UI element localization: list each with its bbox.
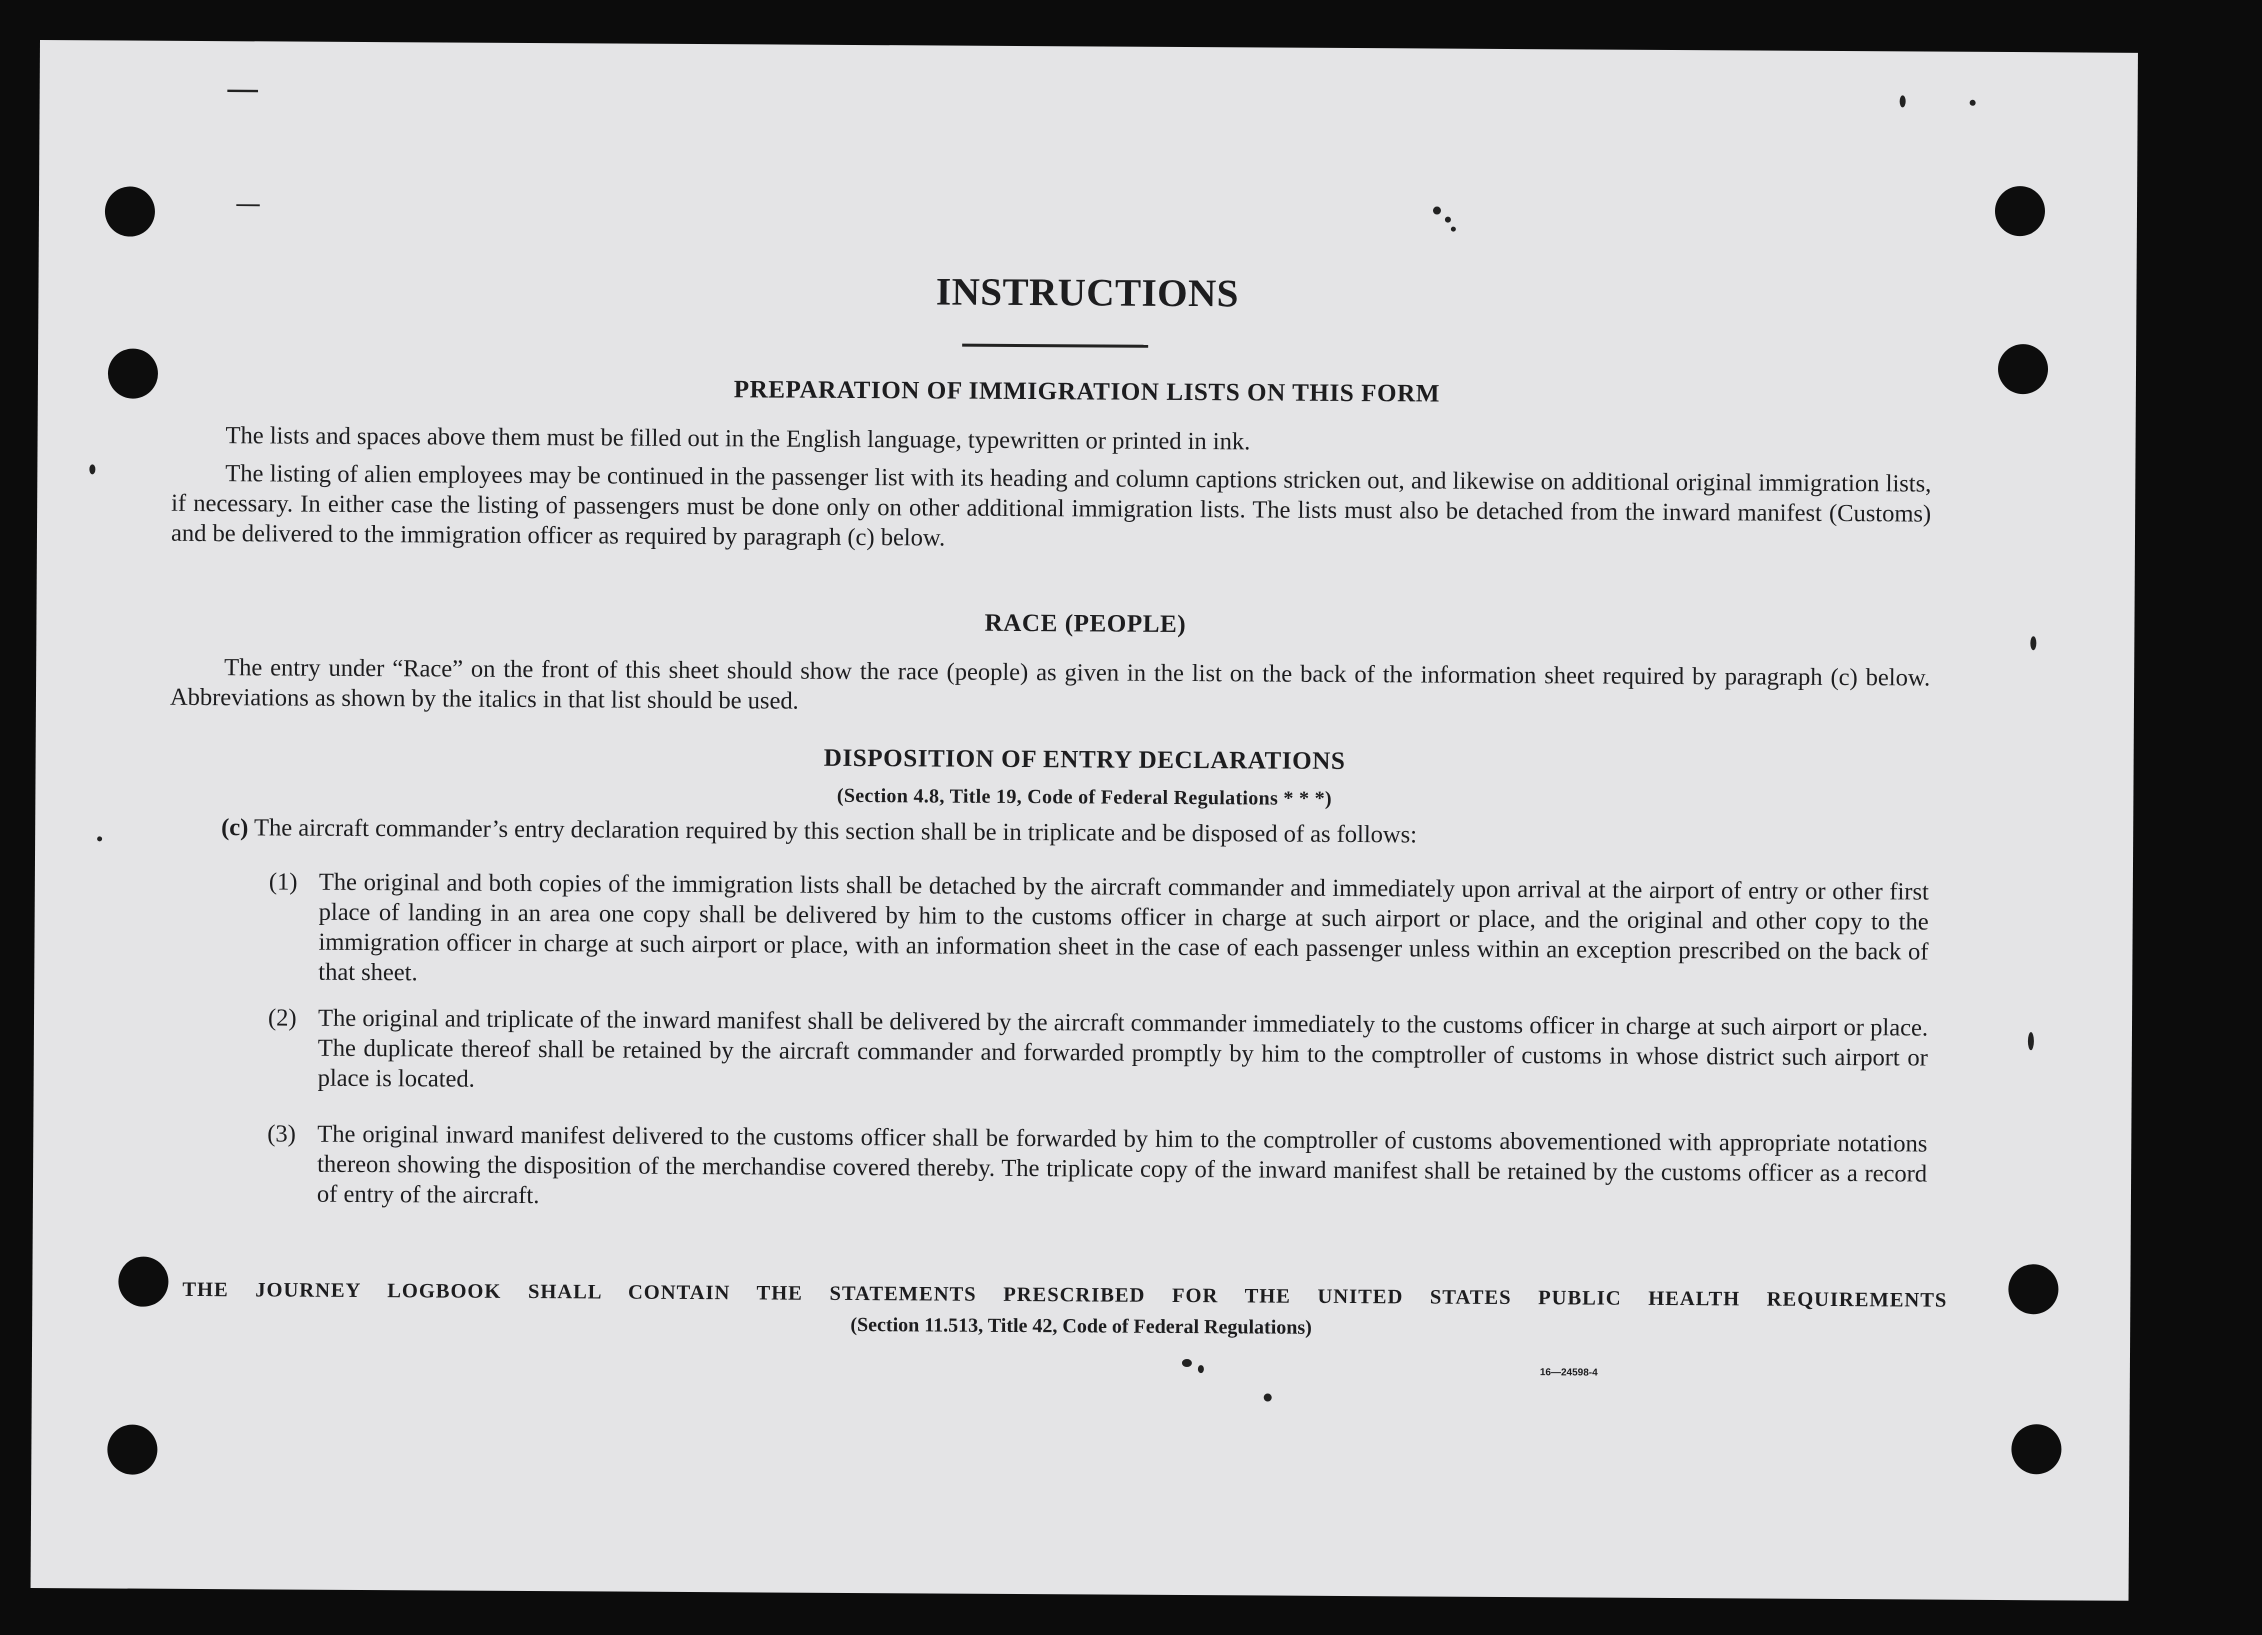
item-number: (2) — [267, 1004, 297, 1032]
disposition-item-1 — [268, 867, 1929, 997]
ink-speck — [2028, 1032, 2034, 1050]
ink-speck — [1451, 227, 1456, 232]
dash-mark: — — [234, 189, 262, 220]
race-paragraph: The entry under “Race” on the front of this sheet should show the race (people) as given in the list on the back of the information sheet required by paragraph (c) below. Abbreviations as shown by the italics in that list should be used. — [169, 654, 1931, 715]
disposition-intro — [221, 813, 1929, 853]
ink-speck — [1445, 217, 1451, 223]
item-number: (3) — [267, 1120, 296, 1148]
race-heading: RACE (PEOPLE) — [984, 609, 1187, 639]
item-text: The original inward manifest delivered to the customs officer shall be forwarded by him to the comptroller of customs abovementioned with appropriate notations thereon showing the disposition of the merchandise covered thereby. The triplicate copy of the inward manifest shall be retained by the customs officer as a record of entry of the aircraft. — [316, 1120, 1928, 1210]
disposition-item-3 — [267, 1119, 1928, 1219]
intro-text: The aircraft commander’s entry declaration required by this section shall be in triplicate and be disposed of as follows: — [253, 814, 1418, 849]
form-number: 16—24598-4 — [1539, 1367, 1598, 1379]
item-number: (1) — [268, 868, 298, 896]
title-underline — [962, 344, 1148, 348]
logbook-citation: (Section 11.513, Title 42, Code of Federal Regulations) — [850, 1313, 1312, 1339]
ink-speck — [89, 464, 95, 474]
paper-sheet — [31, 40, 2138, 1601]
punch-hole-bottom-left — [107, 1424, 157, 1474]
page-title: INSTRUCTIONS — [935, 270, 1240, 316]
ink-speck — [1182, 1359, 1192, 1367]
preparation-paragraph-2: The listing of alien employees may be continued in the passenger list with its heading and column captions stricken out, and likewise on additional original immigration lists, if necessary. In either case the listing of passengers must be done only on other additional immigration lists. The lists must also be detached from the inward manifest (Customs) and be delivered to the immigration officer as required by paragraph (c) below. — [170, 460, 1932, 552]
punch-hole-lower-right — [2008, 1264, 2058, 1314]
ink-speck — [1433, 207, 1441, 215]
preparation-heading: PREPARATION OF IMMIGRATION LISTS ON THIS FORM — [733, 376, 1441, 408]
punch-hole-top-left — [105, 186, 155, 236]
disposition-heading: DISPOSITION OF ENTRY DECLARATIONS — [823, 744, 1346, 775]
item-text: The original and both copies of the immigration lists shall be detached by the aircraft commander and immediately upon arrival at the airport of entry or other first place of landing in an area one copy shall be delivered by him to the customs officer in charge at such airport or place, and the original and other copy to the immigration officer in charge at such airport or place, with an information sheet in the case of each passenger unless within an exception prescribed on the back of that sheet. — [318, 868, 1929, 987]
intro-label: (c) — [221, 814, 249, 842]
punch-hole-top-right — [1995, 186, 2045, 236]
punch-hole-bottom-right — [2011, 1424, 2061, 1474]
punch-hole-lower-left — [118, 1257, 168, 1307]
ink-speck — [1970, 100, 1976, 106]
ink-speck — [1264, 1394, 1272, 1402]
disposition-citation: (Section 4.8, Title 19, Code of Federal Regulations * * *) — [836, 784, 1332, 810]
item-text: The original and triplicate of the inward manifest shall be delivered by the aircraft commander immediately to the customs officer in charge at such airport or place. The duplicate thereof shall be retained by the aircraft commander and forwarded promptly by him to the comptroller of customs in whose district such airport or place is located. — [317, 1004, 1929, 1093]
disposition-item-2 — [268, 1003, 1929, 1103]
ink-speck — [1900, 95, 1906, 107]
preparation-paragraph-1: The lists and spaces above them must be filled out in the English language, typewritten or printed in ink. — [225, 422, 1251, 456]
logbook-statement: THE JOURNEY LOGBOOK SHALL CONTAIN THE STATEMENTS PRESCRIBED FOR THE UNITED STATES PUBLIC HEALTH REQUIREMENTS — [182, 1278, 1948, 1312]
ink-speck — [97, 836, 102, 841]
ink-speck — [1198, 1365, 1204, 1373]
pencil-mark: — — [225, 69, 260, 110]
